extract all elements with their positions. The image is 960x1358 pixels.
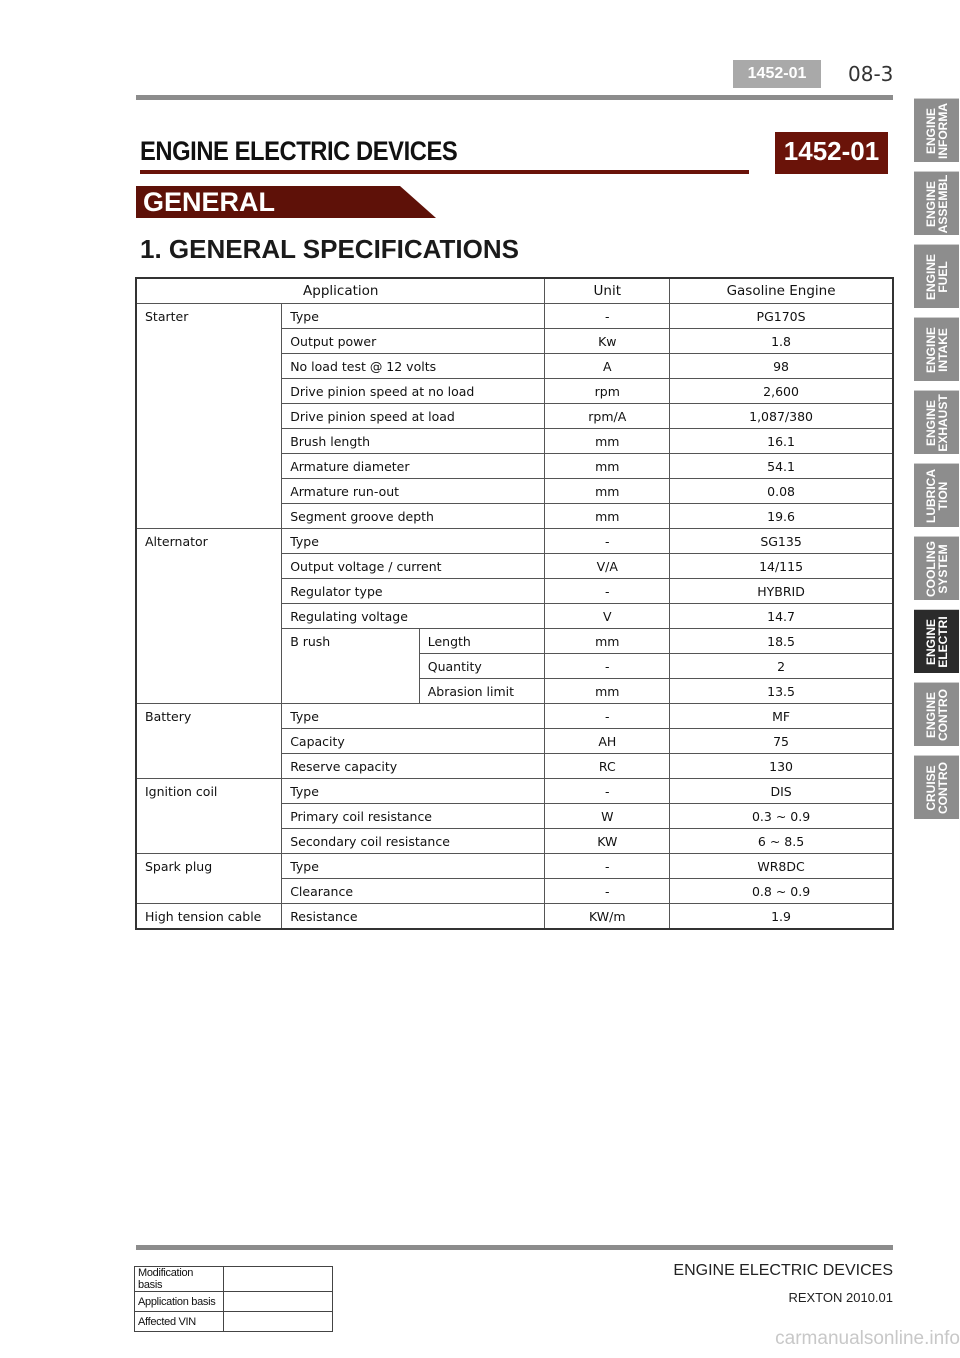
value-cell: HYBRID — [670, 579, 893, 604]
unit-cell: rpm — [545, 379, 670, 404]
group-alternator: Alternator — [136, 529, 282, 704]
footer-model: REXTON 2010.01 — [788, 1290, 893, 1305]
tab-label: ENGINE CONTRO — [923, 688, 950, 741]
general-banner-text: GENERAL — [143, 186, 276, 217]
table-row — [136, 304, 893, 329]
value-cell: 14.7 — [670, 604, 893, 629]
table-row — [135, 1267, 333, 1292]
item-cell: Type — [282, 854, 545, 879]
tab-engine-control[interactable] — [914, 682, 959, 746]
item-cell: Output power — [282, 329, 545, 354]
tab-label: COOLING SYSTEM — [923, 540, 950, 597]
tab-cruise-control[interactable] — [914, 755, 959, 819]
unit-cell: mm — [545, 454, 670, 479]
value-cell: 14/115 — [670, 554, 893, 579]
tab-label: ENGINE FUEL — [923, 253, 950, 300]
value-cell: 54.1 — [670, 454, 893, 479]
section-title: ENGINE ELECTRIC DEVICES — [140, 136, 458, 166]
unit-cell: mm — [545, 679, 670, 704]
item-cell: Type — [282, 779, 545, 804]
unit-cell: - — [545, 704, 670, 729]
unit-cell: V — [545, 604, 670, 629]
tab-label: ENGINE ASSEMBL — [923, 174, 950, 233]
group-spark-plug: Spark plug — [136, 854, 282, 904]
subgroup-brush: B rush — [282, 629, 420, 704]
value-cell: MF — [670, 704, 893, 729]
value-cell: 2 — [670, 654, 893, 679]
item-cell: Type — [282, 529, 545, 554]
item-cell: Length — [419, 629, 545, 654]
tab-label: ENGINE EXHAUST — [923, 393, 950, 452]
unit-cell: - — [545, 579, 670, 604]
unit-cell: Kw — [545, 329, 670, 354]
table-header-row — [136, 278, 893, 304]
specifications-table — [135, 277, 894, 930]
unit-cell: mm — [545, 429, 670, 454]
item-cell: Resistance — [282, 904, 545, 930]
unit-cell: - — [545, 879, 670, 904]
value-cell: 130 — [670, 754, 893, 779]
value-cell: 0.8 ~ 0.9 — [670, 879, 893, 904]
header-unit: Unit — [545, 278, 670, 304]
value-cell: WR8DC — [670, 854, 893, 879]
unit-cell: rpm/A — [545, 404, 670, 429]
value-cell: 13.5 — [670, 679, 893, 704]
group-battery: Battery — [136, 704, 282, 779]
value-cell: SG135 — [670, 529, 893, 554]
modification-table — [134, 1266, 333, 1332]
header-application: Application — [136, 278, 545, 304]
affected-vin-value — [224, 1312, 333, 1332]
table-row — [136, 779, 893, 804]
unit-cell: - — [545, 654, 670, 679]
item-cell: Armature diameter — [282, 454, 545, 479]
unit-cell: A — [545, 354, 670, 379]
table-row — [136, 529, 893, 554]
tab-label: ENGINE ELECTRI — [923, 615, 950, 668]
item-cell: Regulator type — [282, 579, 545, 604]
code-badge: 1452-01 — [733, 60, 821, 88]
item-cell: Type — [282, 304, 545, 329]
unit-cell: W — [545, 804, 670, 829]
table-row — [136, 704, 893, 729]
unit-cell: - — [545, 779, 670, 804]
affected-vin-label: Affected VIN — [135, 1312, 224, 1332]
unit-cell: - — [545, 854, 670, 879]
tab-engine-exhaust[interactable] — [914, 390, 959, 454]
item-cell: No load test @ 12 volts — [282, 354, 545, 379]
value-cell: 18.5 — [670, 629, 893, 654]
value-cell: PG170S — [670, 304, 893, 329]
application-basis-label: Application basis — [135, 1292, 224, 1312]
value-cell: 1,087/380 — [670, 404, 893, 429]
tab-label: ENGINE INFORMA — [923, 102, 950, 159]
item-cell: Type — [282, 704, 545, 729]
value-cell: 19.6 — [670, 504, 893, 529]
page-number: 08-3 — [848, 62, 894, 86]
item-cell: Drive pinion speed at no load — [282, 379, 545, 404]
table-row — [136, 854, 893, 879]
modification-basis-label: Modification basis — [135, 1267, 224, 1292]
tab-label: ENGINE INTAKE — [923, 326, 950, 373]
application-basis-value — [224, 1292, 333, 1312]
group-starter: Starter — [136, 304, 282, 529]
unit-cell: V/A — [545, 554, 670, 579]
unit-cell: - — [545, 529, 670, 554]
item-cell: Secondary coil resistance — [282, 829, 545, 854]
tab-engine-fuel[interactable] — [914, 244, 959, 308]
item-cell: Brush length — [282, 429, 545, 454]
bottom-divider — [136, 1245, 893, 1250]
header-gasoline-engine: Gasoline Engine — [670, 278, 893, 304]
item-cell: Primary coil resistance — [282, 804, 545, 829]
unit-cell: - — [545, 304, 670, 329]
modification-basis-value — [224, 1267, 333, 1292]
table-row — [135, 1292, 333, 1312]
title-underline — [140, 170, 749, 174]
unit-cell: KW/m — [545, 904, 670, 930]
specifications-heading: 1. GENERAL SPECIFICATIONS — [140, 234, 519, 264]
value-cell: 0.08 — [670, 479, 893, 504]
value-cell: 1.9 — [670, 904, 893, 930]
tab-engine-assembly[interactable] — [914, 171, 959, 235]
item-cell: Clearance — [282, 879, 545, 904]
value-cell: 2,600 — [670, 379, 893, 404]
tab-cooling-system[interactable] — [914, 536, 959, 600]
unit-cell: mm — [545, 479, 670, 504]
item-cell: Capacity — [282, 729, 545, 754]
unit-cell: AH — [545, 729, 670, 754]
unit-cell: KW — [545, 829, 670, 854]
value-cell: 75 — [670, 729, 893, 754]
value-cell: 1.8 — [670, 329, 893, 354]
item-cell: Segment groove depth — [282, 504, 545, 529]
section-code-badge: 1452-01 — [775, 132, 888, 174]
group-high-tension-cable: High tension cable — [136, 904, 282, 930]
tab-label: CRUISE CONTRO — [923, 761, 950, 814]
value-cell: 16.1 — [670, 429, 893, 454]
item-cell: Quantity — [419, 654, 545, 679]
value-cell: 98 — [670, 354, 893, 379]
item-cell: Reserve capacity — [282, 754, 545, 779]
item-cell: Drive pinion speed at load — [282, 404, 545, 429]
tab-lubrication[interactable] — [914, 463, 959, 527]
top-divider — [136, 95, 893, 100]
tab-label: LUBRICA TION — [923, 468, 950, 523]
tab-engine-intake[interactable] — [914, 317, 959, 381]
item-cell: Abrasion limit — [419, 679, 545, 704]
item-cell: Armature run-out — [282, 479, 545, 504]
item-cell: Output voltage / current — [282, 554, 545, 579]
value-cell: 6 ~ 8.5 — [670, 829, 893, 854]
unit-cell: RC — [545, 754, 670, 779]
watermark: carmanualsonline.info — [775, 1328, 960, 1349]
group-ignition-coil: Ignition coil — [136, 779, 282, 854]
footer-title: ENGINE ELECTRIC DEVICES — [673, 1262, 893, 1279]
value-cell: 0.3 ~ 0.9 — [670, 804, 893, 829]
tab-engine-electric[interactable] — [914, 609, 959, 673]
item-cell: Regulating voltage — [282, 604, 545, 629]
value-cell: DIS — [670, 779, 893, 804]
table-row — [135, 1312, 333, 1332]
table-row — [136, 904, 893, 930]
unit-cell: mm — [545, 504, 670, 529]
tab-engine-information[interactable] — [914, 98, 959, 162]
unit-cell: mm — [545, 629, 670, 654]
